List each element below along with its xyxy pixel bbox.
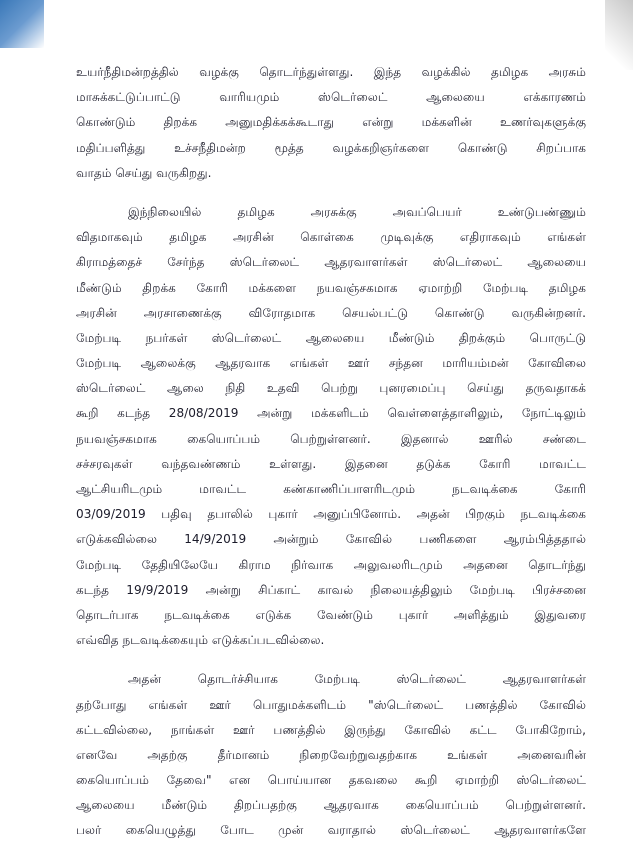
text-line: நயவஞ்சகமாக கையொப்பம் பெற்றுள்ளனர். இதனால் ஊரில் சண்டை <box>76 431 586 446</box>
text-line: கூறி கடந்த 28/08/2019 அன்று மக்களிடம் வெள்ளைத்தாளிலும், நோட்டிலும் <box>76 406 586 421</box>
paragraph-1 <box>76 60 586 186</box>
text-line: கடந்த 19/9/2019 அன்று சிப்காட் காவல் நிலையத்திலும் மேற்படி பிரச்சனை <box>76 582 586 597</box>
document-page <box>76 60 586 858</box>
text-line: இந்நிலையில் தமிழக அரசுக்கு அவப்பெயர் உண்டுபண்ணும் <box>128 204 586 219</box>
text-line: கிராமத்தைச் சேர்ந்த ஸ்டெர்லைட் ஆதரவாளர்கள் ஸ்டெர்லைட் ஆலையை <box>76 255 586 270</box>
text-line: கொண்டும் திறக்க அனுமதிக்கக்கூடாது என்று மக்களின் உணர்வுகளுக்கு <box>76 115 586 130</box>
text-line: மீண்டும் திறக்க கோரி மக்களை நயவஞ்சகமாக ஏமாற்றி மேற்படி தமிழக <box>76 280 586 295</box>
paragraph-2 <box>76 200 586 653</box>
text-line: எனவே அதற்கு தீர்மானம் நிறைவேற்றுவதற்காக உங்கள் அனைவரின் <box>76 747 586 762</box>
text-line: மதிப்பளித்து உச்சநீதிமன்ற மூத்த வழக்கறிஞர்களை கொண்டு சிறப்பாக <box>76 140 586 155</box>
text-line: வாதம் செய்து வருகிறது. <box>76 165 212 180</box>
text-line: விதமாகவும் தமிழக அரசின் கொள்கை முடிவுக்கு எதிராகவும் எங்கள் <box>76 230 586 245</box>
text-line: உயர்நீதிமன்றத்தில் வழக்கு தொடர்ந்துள்ளது. இந்த வழக்கில் தமிழக அரசும் <box>76 65 586 79</box>
text-line: ஸ்டெர்லைட் ஆலை நிதி உதவி பெற்று புனரமைப்பு செய்து தருவதாகக் <box>76 381 586 396</box>
text-line: ஆட்சியரிடமும் மாவட்ட கண்காணிப்பாளரிடமும் நடவடிக்கை கோரி <box>76 482 586 496</box>
text-line: 03/09/2019 பதிவு தபாலில் புகார் அனுப்பினோம். அதன் பிறகும் நடவடிக்கை <box>76 507 586 522</box>
text-line: பலர் கையெழுத்து போட முன் வராதால் ஸ்டெர்லைட் ஆதரவாளர்களே <box>76 823 586 838</box>
text-line: எவ்வித நடவடிக்கையும் எடுக்கப்படவில்லை. <box>76 633 325 648</box>
text-line: ஆலையை மீண்டும் திறப்பதற்கு ஆதரவாக கையொப்பம் பெற்றுள்ளனர். <box>76 798 586 813</box>
text-line: கட்டவில்லை, நாங்கள் ஊர் பணத்தில் இருந்து கோவில் கட்ட போகிறோம், <box>76 722 586 737</box>
text-line: கையொப்பம் தேவை" என பொய்யான தகவலை கூறி ஏமாற்றி ஸ்டெர்லைட் <box>76 773 586 788</box>
text-line: மேற்படி நபர்கள் ஸ்டெர்லைட் ஆலையை மீண்டும் திறக்கும் பொருட்டு <box>76 330 586 345</box>
text-line: எடுக்கவில்லை 14/9/2019 அன்றும் கோவில் பணிகளை ஆரம்பித்ததால் <box>76 532 586 547</box>
text-line: தொடர்பாக நடவடிக்கை எடுக்க வேண்டும் புகார் அளித்தும் இதுவரை <box>76 607 586 622</box>
text-line: அரசின் அரசாணைக்கு விரோதமாக செயல்பட்டு கொண்டு வருகின்றனர். <box>76 305 586 320</box>
text-line: சச்சரவுகள் வந்தவண்ணம் உள்ளது. இதனை தடுக்க கோரி மாவட்ட <box>76 456 586 471</box>
scan-edge-shadow-left <box>0 0 44 48</box>
paragraph-3 <box>76 667 586 843</box>
text-line: மேற்படி ஆலைக்கு ஆதரவாக எங்கள் ஊர் சந்தன மாரியம்மன் கோவிலை <box>76 356 586 371</box>
text-line: மாசுக்கட்டுப்பாட்டு வாரியமும் ஸ்டெர்லைட் ஆலையை எக்காரணம் <box>76 90 586 105</box>
scan-edge-shadow-right <box>605 0 633 70</box>
text-line: அதன் தொடர்ச்சியாக மேற்படி ஸ்டெர்லைட் ஆதரவாளர்கள் <box>128 672 586 687</box>
text-line: மேற்படி தேதியிலேயே கிராம நிர்வாக அலுவலரிடமும் அதனை தொடர்ந்து <box>76 557 586 572</box>
text-line: தற்போது எங்கள் ஊர் பொதுமக்களிடம் "ஸ்டெர்லைட் பணத்தில் கோவில் <box>76 697 586 712</box>
